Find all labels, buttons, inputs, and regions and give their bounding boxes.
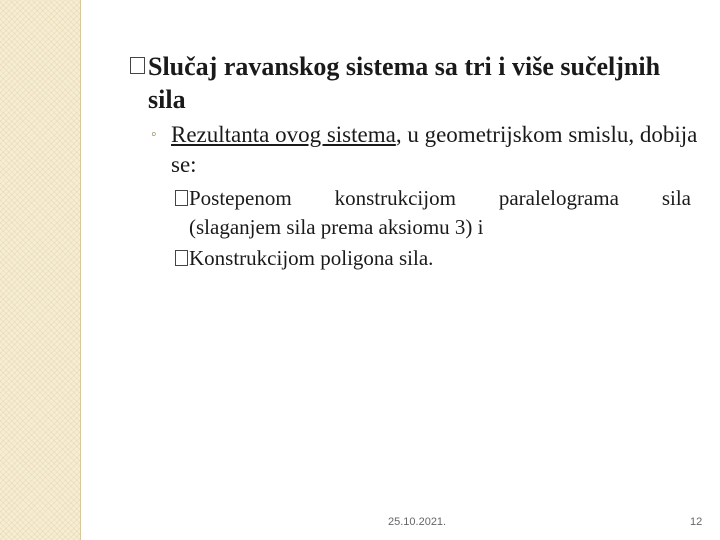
ring-bullet-icon: ◦	[151, 126, 157, 143]
decorative-side-band	[0, 0, 80, 540]
side-band-edge	[80, 0, 81, 540]
list-item-2-line1: Konstrukcijom poligona sila.	[189, 246, 434, 270]
bullet-box-icon	[130, 57, 145, 74]
slide-content	[130, 50, 700, 273]
list-item-2	[130, 244, 691, 273]
footer-date: 25.10.2021.	[388, 516, 447, 528]
heading-text: Slučaj ravanskog sistema sa tri i više sučeljnih sila	[148, 52, 661, 114]
slide-heading	[130, 50, 700, 116]
sub-bullet	[130, 120, 700, 180]
bullet-box-icon	[175, 190, 188, 206]
list-item-1	[130, 184, 691, 242]
page-number: 12	[690, 516, 703, 528]
sub-bullet-text: , u geometrijskom smislu, dobija se:	[171, 122, 698, 177]
list-item-1-line1: Postepenom konstrukcijom paralelograma sila	[189, 186, 691, 210]
list-item-1-line2: (slaganjem sila prema aksiomu 3) i	[189, 215, 484, 239]
sub-bullet-underlined-text: Rezultanta ovog sistema	[171, 122, 396, 147]
bullet-box-icon	[175, 250, 188, 266]
